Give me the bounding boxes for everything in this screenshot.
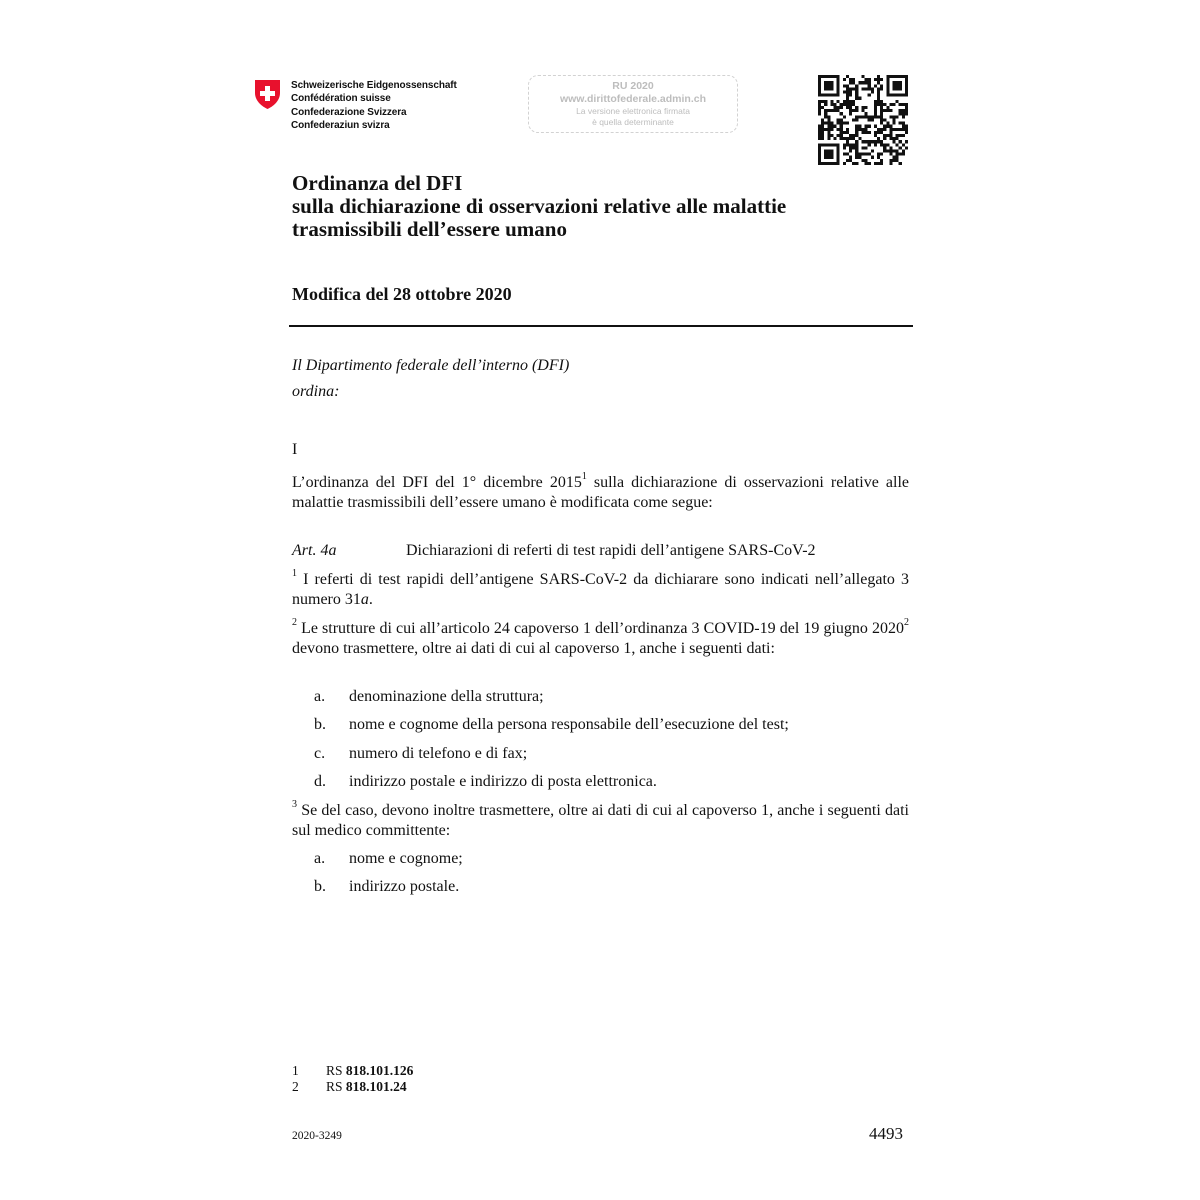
article-title: Dichiarazioni di referti di test rapidi dell’antigene SARS-CoV-2 [406,542,816,559]
footnote-number: 1 [292,1063,299,1078]
list-item [314,877,460,897]
list-item-text: nome e cognome della persona responsabile dell’esecuzione del test; [349,716,789,733]
ru-stamp [528,75,738,133]
title-line-1: Ordinanza del DFI [292,171,463,195]
confederation-name-fr: Confédération suisse [291,93,391,105]
list-item-text: denominazione della struttura; [349,688,544,705]
article-number: Art. 4a [292,542,337,559]
paragraph-1-number: 1 [292,568,297,579]
paragraph-2-text-b: devono trasmettere, oltre ai dati di cui al capoverso 1, anche i seguenti dati: [292,639,775,657]
section-number: I [292,441,298,458]
list-item-letter: b. [314,878,326,895]
main-paragraph-text-a: L’ordinanza del DFI del 1° dicembre 2015 [292,474,582,491]
footnote-2 [292,1079,407,1094]
title-line-2: sulla dichiarazione di osservazioni relative alle malattie [292,194,787,218]
confederation-name-de: Schweizerische Eidgenossenschaft [291,80,457,91]
swiss-cross-logo-icon [254,79,281,110]
footnote-prefix: RS [326,1079,346,1094]
list-item-letter: b. [314,716,326,733]
list-item-text: indirizzo postale. [349,878,460,895]
intro [292,356,569,401]
stamp-line-4: è quella determinante [592,117,674,127]
stamp-line-3: La versione elettronica firmata [576,106,690,116]
paragraph-1-italic: a [360,590,369,608]
title-line-3: trasmissibili dell’essere umano [292,217,567,241]
list-item-letter: a. [314,688,326,705]
paragraph-3-text: Se del caso, devono inoltre trasmettere, oltre ai dati di cui al capoverso 1, anche i seguenti dati sul medico committente: [292,802,909,839]
list-item-text: indirizzo postale e indirizzo di posta elettronica. [349,773,657,790]
confederation-name-it: Confederazione Svizzera [291,106,407,118]
list-item [314,772,657,792]
paragraph-3-number: 3 [292,799,297,810]
list-item [314,849,463,869]
intro-line-1: Il Dipartimento federale dell’interno (DFI) [292,357,570,374]
footnote-number: 2 [292,1079,299,1094]
paragraph-1-end: . [368,590,373,608]
list-item-letter: a. [314,850,326,867]
list-item [314,744,528,764]
paragraph-3 [292,801,909,840]
document-number: 2020-3249 [292,1130,342,1142]
page-number: 4493 [869,1124,903,1143]
divider [289,325,913,327]
paragraph-1-text: I referti di test rapidi dell’antigene SARS-CoV-2 da dichiarare sono indicati nell’allegato 3 numero 31 [292,571,909,608]
confederation-name-rm: Confederaziun svizra [291,119,390,131]
qr-code-icon [818,75,908,165]
footnote-1 [292,1063,414,1078]
confederation-names [291,79,457,132]
footnote-ref-1[interactable]: 1 [581,471,587,482]
article-heading [292,542,816,560]
paragraph-2-text-a: Le strutture di cui all’articolo 24 capoverso 1 dell’ordinanza 3 COVID-19 del 19 giugno 2020 [297,620,904,637]
main-paragraph-text-b: sulla dichiarazione di osservazioni relative alle malattie trasmissibili dell’essere umano è modificata come segue: [292,474,909,511]
intro-line-2: ordina: [292,382,340,400]
paragraph-2 [292,619,909,658]
list-item-text: numero di telefono e di fax; [349,745,528,762]
list-item [314,687,544,707]
document-title [292,172,786,241]
main-paragraph [292,473,909,512]
list-item-letter: d. [314,773,326,790]
list-item [314,715,789,735]
footnote-ref-link[interactable]: 818.101.24 [345,1079,407,1094]
footnote-ref-2[interactable]: 2 [904,617,909,628]
amendment-date: Modifica del 28 ottobre 2020 [292,284,512,304]
list-item-letter: c. [314,745,326,762]
stamp-line-2: www.dirittofederale.admin.ch [559,93,707,105]
stamp-line-1: RU 2020 [612,80,654,92]
paragraph-2-number: 2 [292,617,297,628]
paragraph-1 [292,570,909,609]
footnote-prefix: RS [326,1063,346,1078]
footnote-ref-link[interactable]: 818.101.126 [345,1063,414,1078]
list-item-text: nome e cognome; [349,850,463,867]
